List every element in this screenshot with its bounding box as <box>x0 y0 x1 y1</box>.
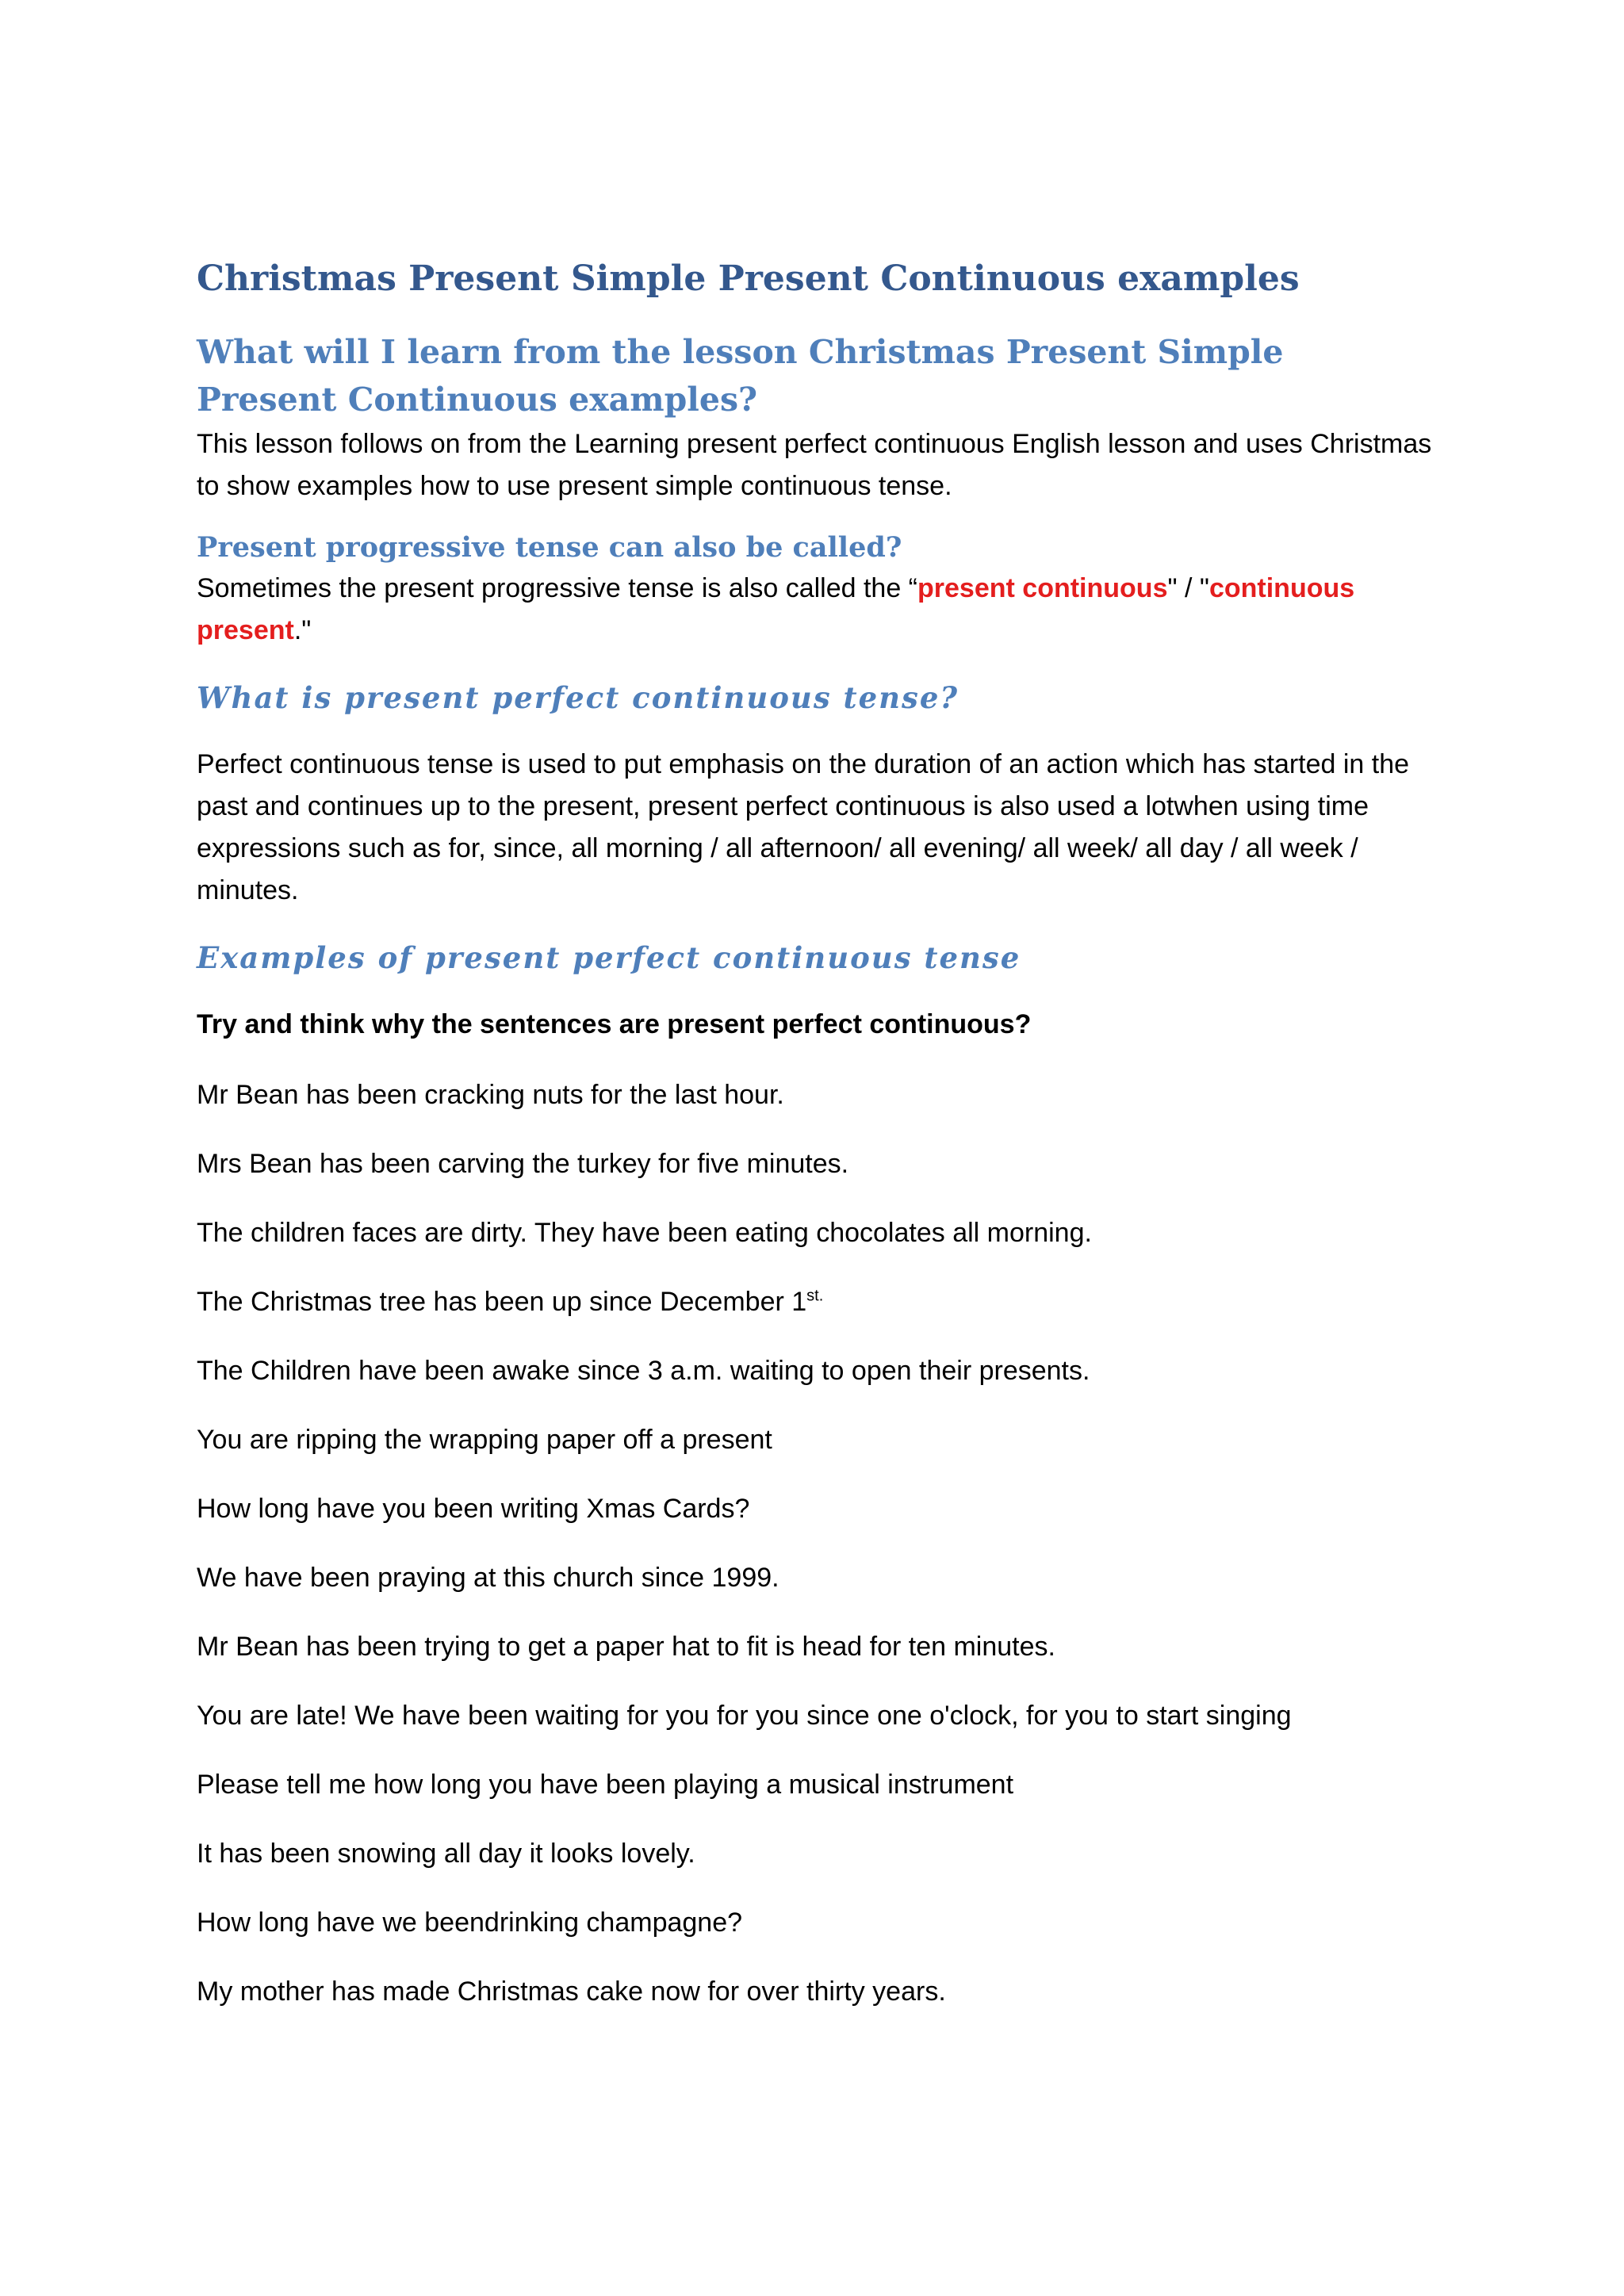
example-sentence: Mr Bean has been trying to get a paper hat to fit is head for ten minutes. <box>197 1632 1055 1662</box>
example-sentence: It has been snowing all day it looks lovely. <box>197 1839 695 1869</box>
example-sentence-with-date <box>197 1281 1434 1323</box>
example-sentence: You are late! We have been waiting for you for you since one o'clock, for you to start singing <box>197 1701 1292 1731</box>
also-called-paragraph <box>197 568 1434 652</box>
example-sentence: Please tell me how long you have been playing a musical instrument <box>197 1770 1014 1800</box>
also-called-text-after: ." <box>293 615 312 645</box>
example-sentence: My mother has made Christmas cake now for over thirty years. <box>197 1976 946 2007</box>
also-called-text-before: Sometimes the present progressive tense is also called the “ <box>197 573 918 603</box>
example-sentence: Mr Bean has been cracking nuts for the last hour. <box>197 1080 784 1110</box>
examples-list <box>197 1074 1434 2013</box>
example-sentence: Mrs Bean has been carving the turkey for five minutes. <box>197 1149 849 1179</box>
highlight-present-continuous: present continuous <box>917 573 1168 603</box>
section-heading-also-called: Present progressive tense can also be called? <box>197 531 902 564</box>
example-sentence: How long have you been writing Xmas Cards? <box>197 1494 750 1524</box>
example-sentence: You are ripping the wrapping paper off a present <box>197 1425 772 1455</box>
document-content <box>197 255 1434 2013</box>
section-heading-what-is: What is present perfect continuous tense? <box>197 680 959 715</box>
page-title: Christmas Present Simple Present Continuous examples <box>197 258 1300 299</box>
example-sentence: How long have we beendrinking champagne? <box>197 1908 743 1938</box>
date-ordinal-suffix: st. <box>806 1287 824 1305</box>
examples-prompt: Try and think why the sentences are present perfect continuous? <box>197 1009 1032 1039</box>
highlight-continuous-present: continuous present <box>197 573 1355 645</box>
definition-paragraph: Perfect continuous tense is used to put emphasis on the duration of an action which has started in the past and continues up to the present, present perfect continuous is also used a lotwhen using time expressions such as for, since, all morning / all afternoon/ all evening/ all week/ all day / all week / minutes. <box>197 749 1410 905</box>
intro-paragraph: This lesson follows on from the Learning present perfect continuous English lesson and uses Christmas to show examples how to use present simple continuous tense. <box>197 429 1432 501</box>
example-sentence: The Children have been awake since 3 a.m. waiting to open their presents. <box>197 1356 1090 1386</box>
also-called-text-middle: " / " <box>1167 573 1209 603</box>
section-heading-learn: What will I learn from the lesson Christmas Present Simple Present Continuous examples? <box>197 333 1284 419</box>
section-heading-examples: Examples of present perfect continuous tense <box>197 940 1021 975</box>
example-sentence-text: The Christmas tree has been up since December 1 <box>197 1287 807 1317</box>
example-sentence: We have been praying at this church since 1999. <box>197 1563 779 1593</box>
example-sentence: The children faces are dirty. They have been eating chocolates all morning. <box>197 1218 1092 1248</box>
